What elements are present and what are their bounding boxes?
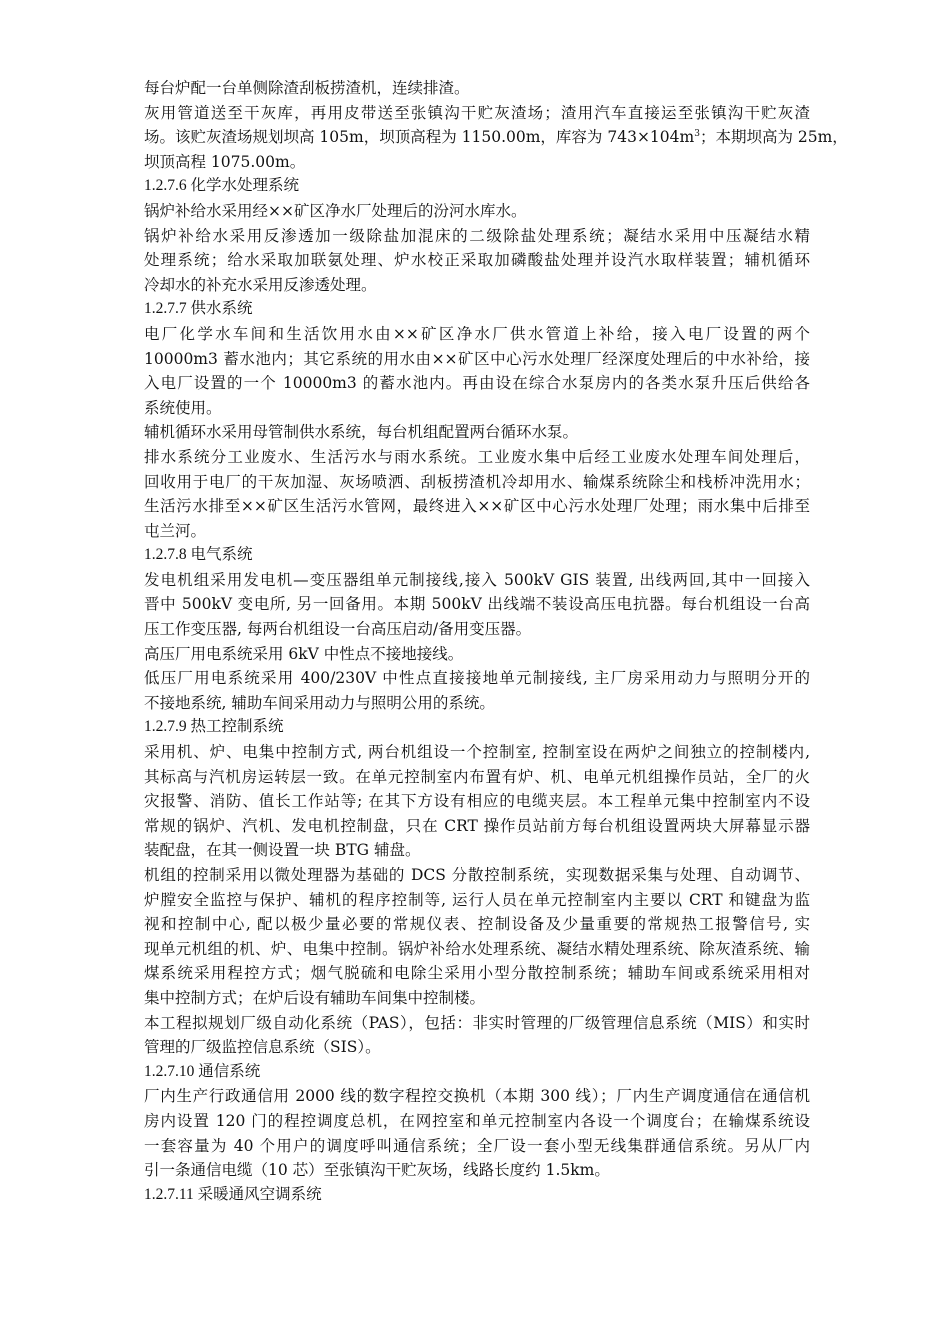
text-line: 每台炉配一台单侧除渣刮板捞渣机，连续排渣。 xyxy=(144,79,470,97)
text-line: 煤系统采用程控方式；烟气脱硫和电除尘采用小型分散控制系统；辅助车间或系统采用相对 xyxy=(144,964,810,983)
text-line: 冷却水的补充水采用反渗透处理。 xyxy=(144,275,377,294)
text-line: 压工作变压器, 每两台机组设一台高压启动/备用变压器。 xyxy=(144,620,532,639)
text-line: 回收用于电厂的干灰加湿、灰场喷洒、刮板捞渣机冷却用水、输煤系统除尘和栈桥冲洗用水； xyxy=(144,472,810,491)
section-heading: 1.2.7.8 电气系统 xyxy=(144,546,253,564)
text-line: 现单元机组的机、炉、电集中控制。锅炉补给水处理系统、凝结水精处理系统、除灰渣系统、输 xyxy=(144,939,810,958)
text-line: 灾报警、消防、值长工作站等; 在其下方设有相应的电缆夹层。本工程单元集中控制室内不设 xyxy=(144,792,810,811)
text-line: 坝顶高程 1075.00m。 xyxy=(144,152,306,171)
text-line: 发电机组采用发电机—变压器组单元制接线,接入 500kV GIS 装置, 出线两回,其中一回接入 xyxy=(144,570,810,589)
text-line: 灰用管道送至干灰库，再用皮带送至张镇沟干贮灰渣场；渣用汽车直接运至张镇沟干贮灰渣 xyxy=(144,103,810,122)
text-line: 辅机循环水采用母管制供水系统，每台机组配置两台循环水泵。 xyxy=(144,423,579,442)
text-line: 锅炉补给水采用经××矿区净水厂处理后的汾河水库水。 xyxy=(144,201,527,220)
superscript: 3 xyxy=(694,129,700,140)
section-heading: 1.2.7.6 化学水处理系统 xyxy=(144,177,300,195)
text-line: 系统使用。 xyxy=(144,398,222,417)
text-line: 机组的控制采用以微处理器为基础的 DCS 分散控制系统，实现数据采集与处理、自动调节、 xyxy=(144,866,810,884)
text-line: 生活污水排至××矿区生活污水管网，最终进入××矿区中心污水处理厂处理；雨水集中后排至 xyxy=(144,497,810,516)
text-line: 房内设置 120 门的程控调度总机，在网控室和单元控制室内各设一个调度台；在输煤系统设 xyxy=(144,1111,810,1130)
text-fragment: ；本期坝高为 25m， xyxy=(699,128,848,147)
text-line: 视和控制中心, 配以极少量必要的常规仪表、控制设备及少量重要的常规热工报警信号, 实 xyxy=(144,915,810,934)
text-line: 厂内生产行政通信用 2000 线的数字程控交换机（本期 300 线）；厂内生产调度通信在通信机 xyxy=(144,1087,810,1106)
text-line: 引一条通信电缆（10 芯）至张镇沟干贮灰场，线路长度约 1.5km。 xyxy=(144,1161,610,1180)
text-line-with-superscript xyxy=(144,125,848,150)
text-line: 炉膛安全监控与保护、辅机的程序控制等, 运行人员在单元控制室内主要以 CRT 和键盘为监 xyxy=(144,890,810,909)
text-line: 本工程拟规划厂级自动化系统（PAS），包括：非实时管理的厂级管理信息系统（MIS）和实时 xyxy=(144,1013,810,1032)
text-line: 一套容量为 40 个用户的调度呼叫通信系统；全厂设一套小型无线集群通信系统。另从厂内 xyxy=(144,1136,810,1155)
text-line: 不接地系统, 辅助车间采用动力与照明公用的系统。 xyxy=(144,693,495,712)
text-line: 排水系统分工业废水、生活污水与雨水系统。工业废水集中后经工业废水处理车间处理后， xyxy=(144,447,810,466)
text-fragment: 场。该贮灰渣场规划坝高 105m，坝顶高程为 1150.00m，库容为 743×104m xyxy=(144,128,695,147)
text-line: 锅炉补给水采用反渗透加一级除盐加混床的二级除盐处理系统；凝结水采用中压凝结水精 xyxy=(144,226,810,245)
text-line: 处理系统；给水采取加联氨处理、炉水校正采取加磷酸盐处理并设汽水取样装置；辅机循环 xyxy=(144,251,810,270)
text-line: 晋中 500kV 变电所, 另一回备用。本期 500kV 出线端不装设高压电抗器。每台机组设一台高 xyxy=(144,595,810,614)
text-line: 集中控制方式；在炉后设有辅助车间集中控制楼。 xyxy=(144,988,486,1007)
text-line: 屯兰河。 xyxy=(144,521,207,540)
text-line: 低压厂用电系统采用 400/230V 中性点直接接地单元制接线, 主厂房采用动力与照明分开的 xyxy=(144,669,810,688)
text-line: 装配盘，在其一侧设置一块 BTG 辅盘。 xyxy=(144,841,421,860)
section-heading: 1.2.7.9 热工控制系统 xyxy=(144,718,284,736)
text-line: 其标高与汽机房运转层一致。在单元控制室内布置有炉、机、电单元机组操作员站，全厂的火 xyxy=(144,767,810,786)
text-line: 高压厂用电系统采用 6kV 中性点不接地接线。 xyxy=(144,644,464,663)
text-line: 10000m3 蓄水池内；其它系统的用水由××矿区中心污水处理厂经深度处理后的中水补给，接 xyxy=(144,349,810,368)
text-line: 电厂化学水车间和生活饮用水由××矿区净水厂供水管道上补给，接入电厂设置的两个 xyxy=(144,324,810,343)
section-heading: 1.2.7.10 通信系统 xyxy=(144,1062,261,1080)
text-line: 管理的厂级监控信息系统（SIS）。 xyxy=(144,1038,381,1057)
text-line: 采用机、炉、电集中控制方式, 两台机组设一个控制室, 控制室设在两炉之间独立的控制楼内, xyxy=(144,743,810,762)
section-heading: 1.2.7.11 采暖通风空调系统 xyxy=(144,1185,322,1203)
section-heading: 1.2.7.7 供水系统 xyxy=(144,300,253,318)
text-line: 常规的锅炉、汽机、发电机控制盘，只在 CRT 操作员站前方每台机组设置两块大屏幕显示器 xyxy=(144,816,810,835)
text-line: 入电厂设置的一个 10000m3 的蓄水池内。再由设在综合水泵房内的各类水泵升压后供给各 xyxy=(144,374,810,393)
